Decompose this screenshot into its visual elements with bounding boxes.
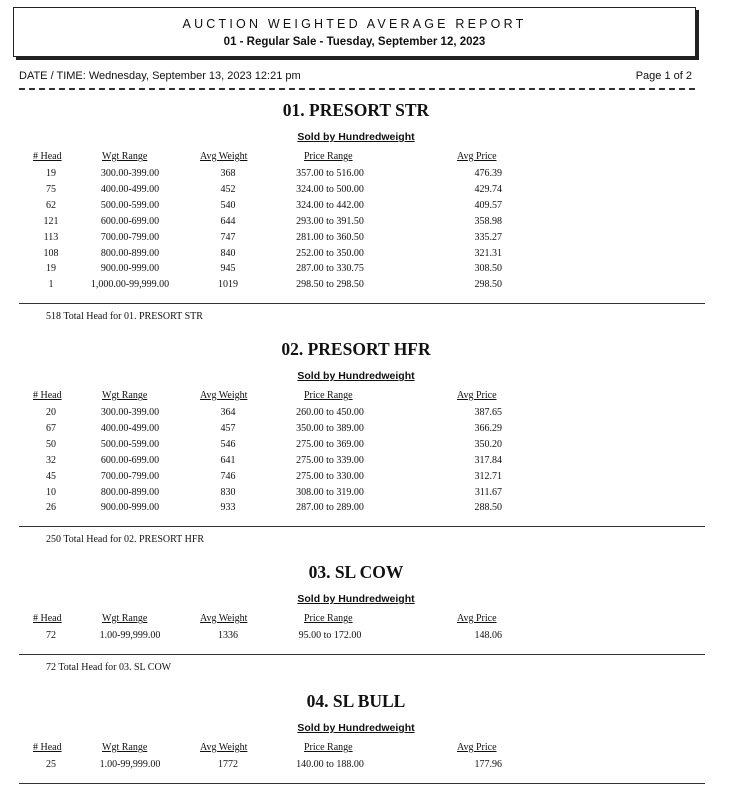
col-head-head: # Head [33,613,62,624]
col-head-head: # Head [33,742,62,753]
report-title: AUCTION WEIGHTED AVERAGE REPORT [182,17,527,31]
section-total: 72 Total Head for 03. SL COW [46,661,172,673]
head-count: 62 [46,199,56,211]
avg-price: 312.71 [474,470,502,482]
wgt-range: 900.00-999.00 [100,502,160,514]
avg-price: 387.65 [474,407,502,418]
avg-weight: 457 [220,422,236,434]
col-head-wgt-range: Wgt Range [102,613,148,624]
head-count: 25 [46,759,56,770]
col-head-price-range: Price Range [304,742,353,753]
wgt-range: 400.00-499.00 [100,183,160,195]
avg-weight: 747 [220,231,236,243]
avg-price: 350.20 [474,438,502,450]
col-head-wgt-range: Wgt Range [102,151,148,162]
sold-by-label: Sold by Hundredweight [297,370,415,382]
avg-weight: 830 [220,486,236,498]
avg-price: 476.39 [474,168,502,179]
col-head-wgt-range: Wgt Range [102,390,148,401]
avg-price: 335.27 [474,231,502,243]
avg-price: 308.50 [474,263,502,275]
head-count: 75 [46,183,56,195]
page-number: Page 1 of 2 [635,70,692,82]
col-head-avg-price: Avg Price [457,151,497,162]
report-header-box [13,7,696,57]
col-head-avg-weight: Avg Weight [200,742,248,753]
price-range: 287.00 to 330.75 [296,263,364,275]
avg-weight: 546 [220,438,236,450]
avg-weight: 368 [220,168,236,179]
avg-weight: 452 [220,183,236,195]
head-count: 67 [46,422,56,434]
avg-price: 429.74 [474,183,502,195]
head-count: 10 [46,486,56,498]
wgt-range: 300.00-399.00 [100,168,160,179]
avg-weight: 746 [220,470,236,482]
head-count: 19 [46,168,56,179]
sold-by-label: Sold by Hundredweight [297,593,415,605]
price-range: 287.00 to 289.00 [296,502,364,514]
col-head-head: # Head [33,151,62,162]
wgt-range: 600.00-699.00 [100,215,160,227]
section-total: 518 Total Head for 01. PRESORT STR [46,311,203,323]
sold-by-label: Sold by Hundredweight [297,722,415,734]
wgt-range: 1,000.00-99,999.00 [90,279,170,291]
price-range: 275.00 to 339.00 [296,454,364,466]
section-total: 250 Total Head for 02. PRESORT HFR [46,534,205,546]
avg-price: 298.50 [474,279,502,291]
avg-price: 321.31 [474,247,502,259]
avg-price: 311.67 [474,486,502,498]
price-range: 260.00 to 450.00 [296,407,364,418]
section-divider [19,526,705,527]
wgt-range: 800.00-899.00 [100,247,160,259]
head-count: 113 [43,231,59,243]
avg-weight: 1019 [218,279,238,291]
wgt-range: 500.00-599.00 [100,199,160,211]
head-count: 45 [46,470,56,482]
wgt-range: 700.00-799.00 [100,231,160,243]
avg-weight: 641 [220,454,236,466]
wgt-range: 500.00-599.00 [100,438,160,450]
wgt-range: 1.00-99,999.00 [99,759,161,770]
price-range: 140.00 to 188.00 [296,759,364,770]
price-range: 308.00 to 319.00 [296,486,364,498]
section-title: 04. SL BULL [306,691,406,711]
avg-price: 358.98 [474,215,502,227]
section-divider [19,303,705,304]
report-subtitle: 01 - Regular Sale - Tuesday, September 12, 2023 [223,36,486,48]
col-head-avg-weight: Avg Weight [200,390,248,401]
price-range: 275.00 to 369.00 [296,438,364,450]
section-title: 03. SL COW [308,562,404,582]
head-count: 72 [46,630,56,641]
head-count: 108 [43,247,59,259]
head-count: 20 [46,407,56,418]
wgt-range: 1.00-99,999.00 [99,630,161,641]
wgt-range: 300.00-399.00 [100,407,160,418]
section-title: 01. PRESORT STR [282,100,430,120]
avg-weight: 1336 [218,630,238,641]
head-count: 121 [43,215,59,227]
section-divider [19,783,705,784]
price-range: 281.00 to 360.50 [296,231,364,243]
avg-price: 366.29 [474,422,502,434]
wgt-range: 600.00-699.00 [100,454,160,466]
price-range: 293.00 to 391.50 [296,215,364,227]
price-range: 324.00 to 500.00 [296,183,364,195]
col-head-avg-weight: Avg Weight [200,613,248,624]
section-divider [19,654,705,655]
wgt-range: 800.00-899.00 [100,486,160,498]
col-head-price-range: Price Range [304,390,353,401]
dashed-divider [19,88,695,90]
head-count: 50 [46,438,56,450]
price-range: 275.00 to 330.00 [296,470,364,482]
price-range: 252.00 to 350.00 [296,247,364,259]
price-range: 298.50 to 298.50 [296,279,364,291]
head-count: 32 [46,454,56,466]
price-range: 357.00 to 516.00 [296,168,364,179]
avg-price: 288.50 [474,502,502,514]
avg-weight: 644 [220,215,236,227]
col-head-avg-price: Avg Price [457,390,497,401]
wgt-range: 700.00-799.00 [100,470,160,482]
head-count: 1 [48,279,54,291]
avg-weight: 933 [220,502,236,514]
wgt-range: 400.00-499.00 [100,422,160,434]
date-time-line: DATE / TIME: Wednesday, September 13, 2023 12:21 pm [19,70,301,82]
wgt-range: 900.00-999.00 [100,263,160,275]
avg-price: 148.06 [474,630,502,641]
price-range: 350.00 to 389.00 [296,422,364,434]
col-head-avg-price: Avg Price [457,742,497,753]
avg-weight: 364 [220,407,236,418]
price-range: 95.00 to 172.00 [298,630,362,641]
avg-weight: 840 [220,247,236,259]
col-head-avg-price: Avg Price [457,613,497,624]
col-head-price-range: Price Range [304,151,353,162]
head-count: 19 [46,263,56,275]
avg-weight: 945 [220,263,236,275]
avg-price: 317.84 [474,454,502,466]
col-head-head: # Head [33,390,62,401]
avg-weight: 540 [220,199,236,211]
sold-by-label: Sold by Hundredweight [297,131,415,143]
col-head-wgt-range: Wgt Range [102,742,148,753]
col-head-avg-weight: Avg Weight [200,151,248,162]
col-head-price-range: Price Range [304,613,353,624]
avg-weight: 1772 [218,759,238,770]
avg-price: 409.57 [474,199,502,211]
section-title: 02. PRESORT HFR [281,339,431,359]
avg-price: 177.96 [474,759,502,770]
head-count: 26 [46,502,56,514]
price-range: 324.00 to 442.00 [296,199,364,211]
